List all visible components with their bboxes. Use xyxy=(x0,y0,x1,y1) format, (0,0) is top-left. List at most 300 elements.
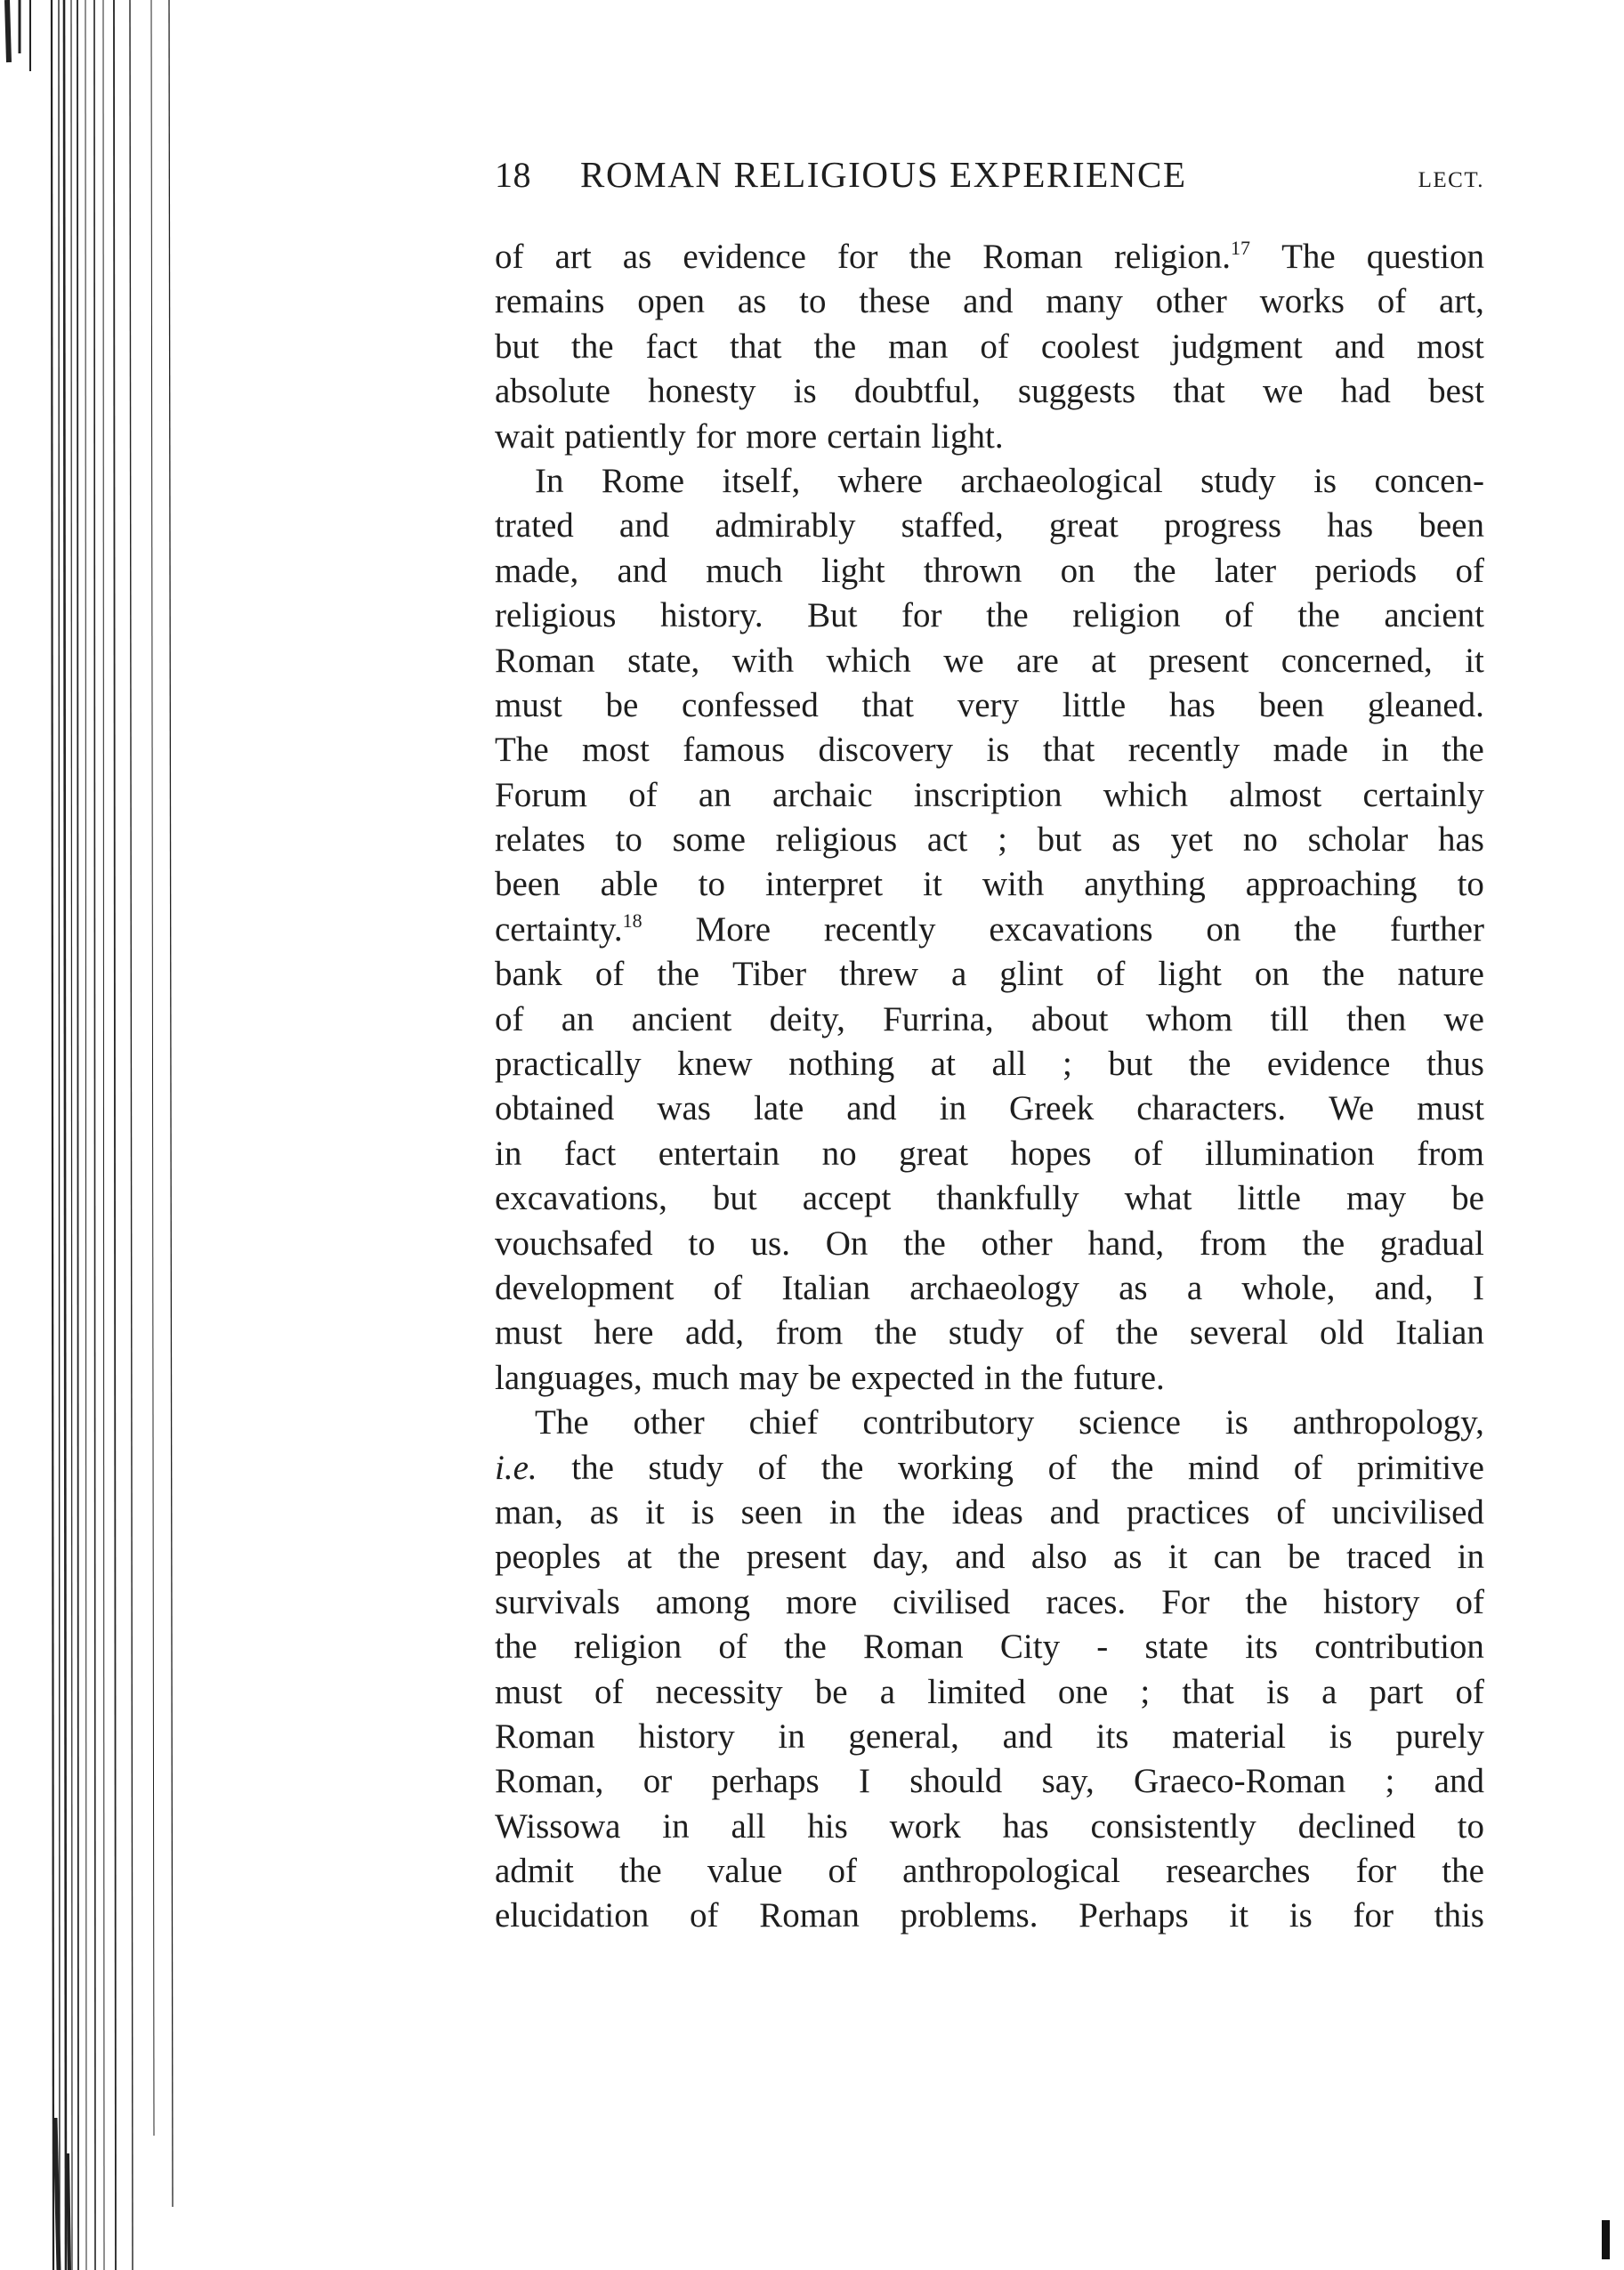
word: contributory xyxy=(862,1403,1035,1442)
word: must xyxy=(495,1313,562,1353)
word: coolest xyxy=(1040,327,1140,366)
word: uncivilised xyxy=(1331,1492,1484,1531)
word: little xyxy=(1237,1179,1301,1218)
text-line xyxy=(495,862,1484,907)
word: at xyxy=(930,1045,956,1084)
word: Roman xyxy=(982,238,1083,276)
word: is xyxy=(1266,1672,1290,1711)
word: more xyxy=(786,1582,858,1621)
text-line xyxy=(495,1580,1484,1625)
word: declined xyxy=(1297,1806,1416,1846)
word: of xyxy=(1134,1134,1163,1173)
word: of xyxy=(495,999,524,1038)
word: and xyxy=(618,506,670,545)
word: for xyxy=(836,238,878,276)
word: on xyxy=(1206,909,1241,949)
word: and xyxy=(846,1089,897,1128)
word: Italian xyxy=(781,1268,871,1307)
word: say, xyxy=(1041,1762,1095,1801)
word: as xyxy=(1111,820,1141,860)
word: it xyxy=(923,865,942,904)
word: discovery xyxy=(818,731,954,770)
word: the xyxy=(571,1448,614,1487)
text-line xyxy=(495,998,1484,1042)
word: On xyxy=(825,1224,869,1263)
word: evidence xyxy=(683,238,806,276)
word: gleaned. xyxy=(1367,685,1484,724)
word: religious xyxy=(495,596,617,635)
word: Roman xyxy=(759,1896,860,1935)
word: of xyxy=(628,775,658,814)
word: The xyxy=(495,731,549,770)
word: art, xyxy=(1439,282,1484,321)
word: the xyxy=(784,1628,827,1667)
word: the xyxy=(1321,955,1365,994)
word: Roman xyxy=(495,641,595,680)
word: Roman xyxy=(495,1717,595,1756)
word: gradual xyxy=(1379,1224,1484,1263)
word: value xyxy=(707,1852,783,1891)
word: - xyxy=(1096,1628,1109,1667)
word: and xyxy=(1434,1762,1484,1801)
text-line xyxy=(495,459,1484,504)
word: are xyxy=(1016,641,1059,680)
word: Roman, xyxy=(495,1762,604,1801)
word: a xyxy=(879,1672,896,1711)
word: but xyxy=(1108,1045,1153,1084)
word: great xyxy=(1048,506,1119,545)
word: the xyxy=(820,1448,864,1487)
word: wait xyxy=(495,416,555,456)
word: other xyxy=(1155,282,1227,321)
word: the xyxy=(1297,596,1340,635)
word: of xyxy=(495,238,524,276)
word: must xyxy=(495,1672,562,1711)
word: it xyxy=(1168,1538,1188,1577)
word: his xyxy=(807,1806,848,1846)
word: can xyxy=(1213,1538,1262,1577)
word: of xyxy=(1095,955,1126,994)
word: anything xyxy=(1084,865,1206,904)
word: it xyxy=(1229,1896,1249,1935)
word: illumination xyxy=(1204,1134,1375,1173)
text-line xyxy=(495,1759,1484,1804)
body-text xyxy=(495,235,1484,1939)
text-line xyxy=(495,639,1484,683)
word: periods xyxy=(1314,551,1418,590)
word: be xyxy=(1288,1538,1321,1577)
word: of xyxy=(1047,1448,1078,1487)
word: the xyxy=(570,327,614,366)
word: no xyxy=(1242,820,1278,860)
word: about xyxy=(1030,999,1109,1038)
word: of xyxy=(1224,596,1254,635)
word: to xyxy=(688,1224,715,1263)
word: Greek xyxy=(1008,1089,1095,1128)
word: of xyxy=(1455,1582,1484,1621)
text-line xyxy=(495,1087,1484,1131)
word: been xyxy=(495,865,561,904)
word: may xyxy=(1345,1179,1407,1218)
text-line xyxy=(495,1356,1484,1401)
word: purely xyxy=(1395,1717,1484,1756)
word: entertain xyxy=(658,1134,780,1173)
word: be xyxy=(808,1358,842,1397)
word: it xyxy=(1465,641,1484,680)
word: yet xyxy=(1170,820,1214,860)
word: concen- xyxy=(1374,461,1484,500)
word: of xyxy=(594,955,625,994)
word: most xyxy=(582,731,650,770)
word: ; xyxy=(1140,1672,1151,1711)
word: limited xyxy=(927,1672,1026,1711)
word: we xyxy=(1262,372,1304,411)
word: archaeological xyxy=(960,461,1163,500)
word: should xyxy=(909,1762,1003,1801)
word: certainly xyxy=(1362,775,1484,814)
word: the xyxy=(1302,1224,1345,1263)
word: accept xyxy=(802,1179,892,1218)
word: all xyxy=(731,1806,766,1846)
text-line xyxy=(495,1042,1484,1087)
footnote-ref: 17 xyxy=(1231,237,1251,259)
word: the xyxy=(1442,731,1484,770)
word: its xyxy=(1095,1717,1129,1756)
word: the xyxy=(1133,551,1176,590)
word: glint xyxy=(999,955,1063,994)
word: consistently xyxy=(1090,1806,1256,1846)
running-title: ROMAN RELIGIOUS EXPERIENCE xyxy=(580,154,1187,195)
paragraph xyxy=(495,459,1484,1401)
word: the xyxy=(1294,909,1337,949)
text-line xyxy=(495,235,1484,279)
word: at xyxy=(626,1538,652,1577)
word: where xyxy=(837,461,923,500)
word: as xyxy=(1119,1268,1148,1307)
word: with xyxy=(982,865,1045,904)
word: to xyxy=(1457,1806,1484,1846)
word: made, xyxy=(495,551,579,590)
page-text-block xyxy=(495,153,1484,1939)
word: on xyxy=(1254,955,1289,994)
word: little xyxy=(1062,685,1127,724)
word: at xyxy=(1091,641,1117,680)
word: may xyxy=(739,1358,799,1397)
word: be xyxy=(814,1672,848,1711)
word: In xyxy=(535,461,564,500)
word: that xyxy=(1042,731,1095,770)
word: Roman xyxy=(863,1628,964,1667)
word: material xyxy=(1172,1717,1286,1756)
word: been xyxy=(1258,685,1325,724)
word: and xyxy=(1002,1717,1053,1756)
word: Tiber xyxy=(732,955,807,994)
word: no xyxy=(821,1134,857,1173)
word: of xyxy=(1455,1672,1484,1711)
word: has xyxy=(1437,820,1484,860)
word: We xyxy=(1329,1089,1375,1128)
word: trated xyxy=(495,506,574,545)
word: doubtful, xyxy=(853,372,981,411)
text-line xyxy=(495,1535,1484,1579)
word: to xyxy=(799,282,827,321)
word: best xyxy=(1428,372,1484,411)
text-line xyxy=(495,1894,1484,1938)
word: of xyxy=(828,1852,857,1891)
word: in xyxy=(983,1358,1012,1397)
word: the xyxy=(1188,1045,1232,1084)
text-line xyxy=(495,773,1484,818)
word: excavations, xyxy=(495,1179,667,1218)
word: archaeology xyxy=(909,1268,1079,1307)
word: more xyxy=(746,416,818,456)
word: concerned, xyxy=(1281,641,1433,680)
word: but xyxy=(712,1179,757,1218)
word: peoples xyxy=(495,1538,602,1577)
word: late xyxy=(753,1089,804,1128)
word: on xyxy=(1060,551,1095,590)
word: the xyxy=(1021,1358,1063,1397)
word: to xyxy=(1457,865,1484,904)
word: recently xyxy=(823,909,936,949)
word: absolute xyxy=(495,372,610,411)
word: suggests xyxy=(1017,372,1136,411)
word: art xyxy=(554,238,592,276)
word: present xyxy=(1148,641,1249,680)
word: of xyxy=(757,1448,788,1487)
word: relates xyxy=(495,820,586,860)
word: patiently xyxy=(564,416,686,456)
text-line xyxy=(495,369,1484,414)
word: great xyxy=(899,1134,969,1173)
word: Furrina, xyxy=(883,999,994,1038)
word: obtained xyxy=(495,1089,615,1128)
word: Graeco-Roman xyxy=(1134,1762,1346,1801)
word: other xyxy=(633,1403,705,1442)
word: the xyxy=(883,1492,925,1531)
word: in xyxy=(1457,1538,1484,1577)
word: we xyxy=(1443,999,1484,1038)
word: of xyxy=(594,1672,624,1711)
word: is xyxy=(691,1492,715,1531)
word: and xyxy=(1049,1492,1100,1531)
word: light xyxy=(821,551,885,590)
word: for xyxy=(695,416,737,456)
word: here xyxy=(594,1313,654,1353)
word: remains xyxy=(495,282,605,321)
text-line xyxy=(495,1132,1484,1176)
word: the xyxy=(619,1852,662,1891)
word: thrown xyxy=(923,551,1022,590)
word: as xyxy=(589,1492,619,1531)
word: The xyxy=(535,1403,589,1442)
word: a xyxy=(1321,1672,1337,1711)
word: the xyxy=(657,955,699,994)
word: admit xyxy=(495,1852,574,1891)
word: the xyxy=(874,1313,917,1353)
word: The xyxy=(1281,238,1336,276)
word: that xyxy=(1173,372,1225,411)
text-line xyxy=(495,325,1484,369)
word: problems. xyxy=(900,1896,1038,1935)
word: a xyxy=(950,955,967,994)
word: man xyxy=(888,327,949,366)
word: most xyxy=(1417,327,1484,366)
word: threw xyxy=(839,955,918,994)
word: scholar xyxy=(1307,820,1409,860)
word: for xyxy=(1355,1852,1397,1891)
word: interpret xyxy=(765,865,884,904)
gutter-lines xyxy=(0,0,178,2270)
word: is xyxy=(986,731,1010,770)
word: these xyxy=(859,282,931,321)
text-line xyxy=(495,549,1484,594)
text-line xyxy=(495,952,1484,997)
word: in xyxy=(778,1717,805,1756)
word: in xyxy=(828,1492,857,1531)
word: Wissowa xyxy=(495,1806,621,1846)
word: staffed, xyxy=(901,506,1004,545)
word: many xyxy=(1046,282,1123,321)
word: ; xyxy=(1062,1045,1072,1084)
word: study xyxy=(648,1448,724,1487)
word: the xyxy=(1245,1582,1289,1621)
binding-gutter xyxy=(0,0,178,2270)
word: confessed xyxy=(682,685,819,724)
text-line xyxy=(495,504,1484,548)
word: mind xyxy=(1188,1448,1260,1487)
word: been xyxy=(1418,506,1484,545)
word: survivals xyxy=(495,1582,620,1621)
word: that xyxy=(861,685,914,724)
word: archaic xyxy=(772,775,873,814)
word: ; xyxy=(998,820,1007,860)
word: general, xyxy=(848,1717,959,1756)
word: we xyxy=(943,641,984,680)
word: Italian xyxy=(1395,1313,1484,1353)
word: study xyxy=(948,1313,1024,1353)
word: a xyxy=(1186,1268,1203,1307)
word: chief xyxy=(748,1403,819,1442)
word: the xyxy=(1115,1313,1159,1353)
word: must xyxy=(495,685,562,724)
word: open xyxy=(637,282,706,321)
word: I xyxy=(1472,1268,1484,1307)
word: is xyxy=(793,372,817,411)
word: evidence xyxy=(1266,1045,1391,1084)
word: and xyxy=(617,551,667,590)
word: made xyxy=(1273,731,1349,770)
word: in xyxy=(495,1134,522,1173)
text-line xyxy=(495,1311,1484,1355)
word: be xyxy=(1451,1179,1484,1218)
word: to xyxy=(615,820,642,860)
word: several xyxy=(1190,1313,1289,1353)
word: itself, xyxy=(722,461,801,500)
word: ancient xyxy=(631,999,732,1038)
word: day, xyxy=(872,1538,930,1577)
word: religious xyxy=(775,820,898,860)
word: be xyxy=(605,685,639,724)
word: from xyxy=(775,1313,844,1353)
word: perhaps xyxy=(711,1762,820,1801)
word: till xyxy=(1270,999,1309,1038)
word: its xyxy=(1245,1628,1279,1667)
word: had xyxy=(1340,372,1391,411)
word: as xyxy=(737,282,767,321)
word: must xyxy=(1417,1089,1484,1128)
word: civilised xyxy=(893,1582,1011,1621)
word: expected xyxy=(851,1358,974,1397)
word: act xyxy=(926,820,968,860)
word: of xyxy=(980,327,1009,366)
text-line xyxy=(495,1625,1484,1669)
word: light. xyxy=(931,416,1004,456)
word: of xyxy=(1054,1313,1085,1353)
word: and xyxy=(963,282,1014,321)
word: contribution xyxy=(1314,1628,1484,1667)
word: old xyxy=(1319,1313,1364,1353)
word: of xyxy=(1293,1448,1323,1487)
word: characters. xyxy=(1136,1089,1287,1128)
word: religion xyxy=(1072,596,1181,635)
word: future. xyxy=(1072,1358,1165,1397)
text-line xyxy=(495,1715,1484,1759)
word: from xyxy=(1199,1224,1267,1263)
word: as xyxy=(1113,1538,1143,1577)
text-line xyxy=(495,415,1484,459)
word: which xyxy=(1103,775,1189,814)
word: other xyxy=(981,1224,1053,1263)
word: some xyxy=(672,820,746,860)
word: is xyxy=(1289,1896,1313,1935)
word: is xyxy=(1224,1403,1248,1442)
text-line xyxy=(495,1401,1484,1445)
word: as xyxy=(622,238,652,276)
word: the xyxy=(986,596,1029,635)
word: for xyxy=(1353,1896,1394,1935)
word: add, xyxy=(684,1313,744,1353)
word: the xyxy=(495,1628,537,1667)
word: of xyxy=(1377,282,1407,321)
word: later xyxy=(1214,551,1277,590)
word: is xyxy=(1329,1717,1353,1756)
word: honesty xyxy=(648,372,756,411)
word: almost xyxy=(1229,775,1322,814)
word: and xyxy=(955,1538,1006,1577)
word: was xyxy=(657,1089,711,1128)
word: has xyxy=(1327,506,1374,545)
word: history xyxy=(638,1717,735,1756)
word: to xyxy=(698,865,725,904)
word: the xyxy=(903,1224,946,1263)
word: certain xyxy=(827,416,922,456)
word: and xyxy=(1334,327,1385,366)
word: ancient xyxy=(1384,596,1484,635)
word: work xyxy=(889,1806,961,1846)
word: in xyxy=(1381,731,1409,770)
page-edge-mark xyxy=(1602,2220,1610,2259)
word: religion xyxy=(573,1628,683,1667)
word: with xyxy=(731,641,795,680)
word: has xyxy=(1168,685,1216,724)
word: in xyxy=(939,1089,966,1128)
word: Rome xyxy=(601,461,685,500)
lecture-mark: LECT. xyxy=(1418,168,1484,192)
word: whom xyxy=(1145,999,1233,1038)
text-line xyxy=(495,279,1484,324)
word: i.e. xyxy=(495,1448,537,1487)
